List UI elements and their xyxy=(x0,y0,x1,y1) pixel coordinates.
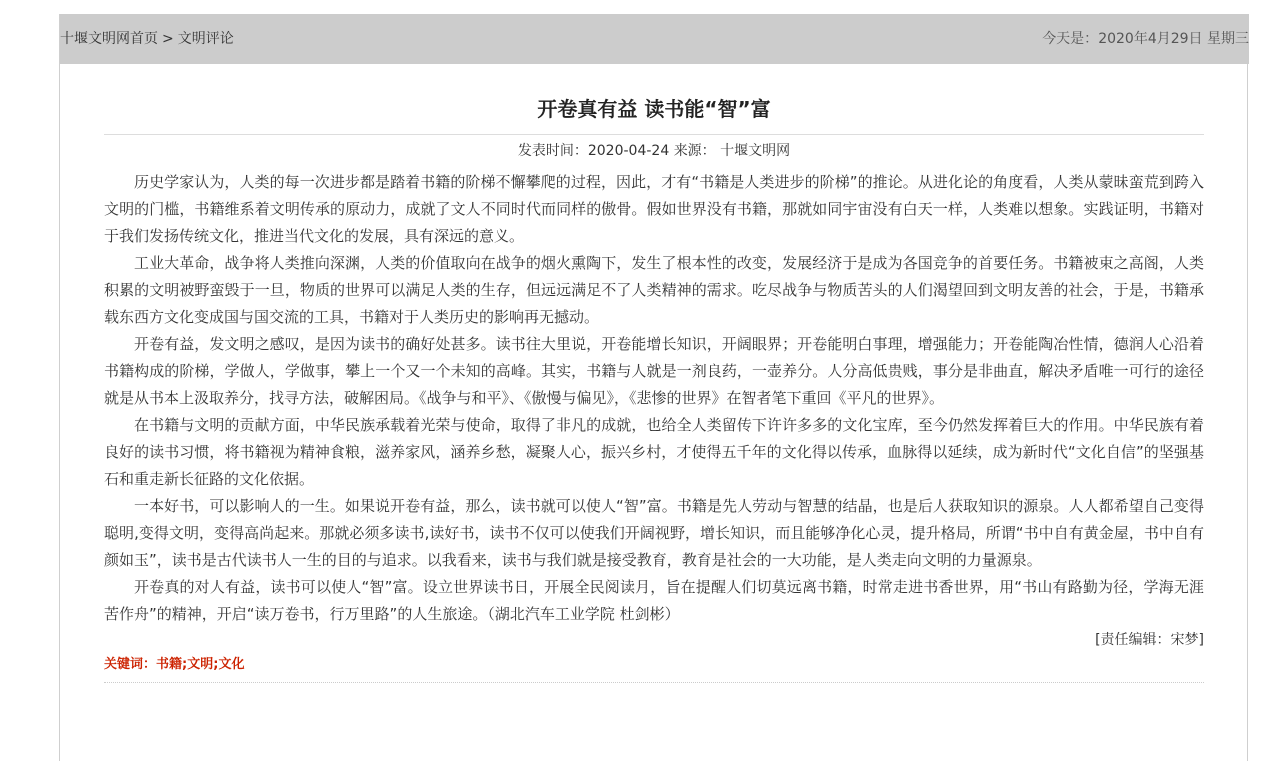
publish-date: 2020-04-24 xyxy=(587,143,670,159)
article-paragraph: 历史学家认为，人类的每一次进步都是踏着书籍的阶梯不懈攀爬的过程，因此，才有“书籍是人类进步的阶梯”的推论。从进化论的角度看，人类从蒙昧蛮荒到跨入文明的门槛，书籍维系着文明传承的原动力，成就了文人不同时代而同样的傲骨。假如世界没有书籍，那就如同宇宙没有白天一样，人类难以想象。实践证明，书籍对于我们发扬传统文化，推进当代文化的发展，具有深远的意义。 xyxy=(104,173,1204,245)
today-date xyxy=(1042,30,1249,48)
breadcrumb-section-link[interactable]: 文明评论 xyxy=(177,31,234,47)
top-bar xyxy=(60,14,1249,64)
responsible-editor: [责任编辑：宋梦] xyxy=(1095,632,1204,648)
keywords xyxy=(104,655,1204,683)
page-container xyxy=(59,14,1248,761)
article-paragraph: 一本好书，可以影响人的一生。如果说开卷有益，那么，读书就可以使人“智”富。书籍是先人劳动与智慧的结晶，也是后人获取知识的源泉。人人都希望自己变得聪明,变得文明，变得高尚起来。那就必须多读书,读好书，读书不仅可以使我们开阔视野，增长知识，而且能够净化心灵，提升格局，所谓“书中自有黄金屋，书中自有颜如玉”，读书是古代读书人一生的目的与追求。以我看来，读书与我们就是接受教育，教育是社会的一大功能，是人类走向文明的力量源泉。 xyxy=(104,497,1204,569)
keywords-label: 关键词： xyxy=(104,657,157,672)
publish-label: 发表时间： xyxy=(517,143,588,159)
article-meta xyxy=(104,142,1204,160)
keyword-link[interactable]: 文化 xyxy=(218,657,245,672)
source-label: 来源： xyxy=(673,143,716,159)
breadcrumb-home-link[interactable]: 十堰文明网首页 xyxy=(60,31,158,47)
today-value: 2020年4月29日 星期三 xyxy=(1098,31,1249,47)
keyword-link[interactable]: 书籍 xyxy=(156,657,183,672)
breadcrumb xyxy=(60,30,234,48)
today-prefix: 今天是： xyxy=(1042,31,1099,47)
article-paragraph: 开卷有益，发文明之感叹，是因为读书的确好处甚多。读书往大里说，开卷能增长知识，开阔眼界；开卷能明白事理，增强能力；开卷能陶冶性情，德润人心沿着书籍构成的阶梯，学做人，学做事，攀上一个又一个未知的高峰。其实，书籍与人就是一剂良药，一壶养分。人分高低贵贱，事分是非曲直，解决矛盾唯一可行的途径就是从书本上汲取养分，找寻方法，破解困局。《战争与和平》、《傲慢与偏见》，《悲惨的世界》在智者笔下重回《平凡的世界》。 xyxy=(104,335,1204,407)
breadcrumb-separator: > xyxy=(162,31,174,47)
article-title: 开卷真有益 读书能“智”富 xyxy=(104,64,1204,135)
article-paragraph: 在书籍与文明的贡献方面，中华民族承载着光荣与使命，取得了非凡的成就，也给全人类留传下许许多多的文化宝库，至今仍然发挥着巨大的作用。中华民族有着良好的读书习惯，将书籍视为精神食粮，滋养家风，涵养乡愁，凝聚人心，振兴乡村，才使得五千年的文化得以传承，血脉得以延续，成为新时代“文化自信”的坚强基石和重走新长征路的文化依据。 xyxy=(104,416,1204,488)
article-paragraph: 工业大革命，战争将人类推向深渊，人类的价值取向在战争的烟火熏陶下，发生了根本性的改变，发展经济于是成为各国竞争的首要任务。书籍被束之高阁，人类积累的文明被野蛮毁于一旦，物质的世界可以满足人类的生存，但远远满足不了人类精神的需求。吃尽战争与物质苦头的人们渴望回到文明友善的社会，于是，书籍承载东西方文化变成国与国交流的工具，书籍对于人类历史的影响再无撼动。 xyxy=(104,254,1204,326)
keyword-separator: ; xyxy=(213,657,219,672)
article-body xyxy=(104,169,1204,628)
source-name: 十堰文明网 xyxy=(720,143,791,159)
article-content xyxy=(104,64,1204,683)
keyword-separator: ; xyxy=(182,657,188,672)
keyword-link[interactable]: 文明 xyxy=(187,657,214,672)
article-paragraph: 开卷真的对人有益，读书可以使人“智”富。设立世界读书日，开展全民阅读月，旨在提醒人们切莫远离书籍，时常走进书香世界，用“书山有路勤为径，学海无涯苦作舟”的精神，开启“读万卷书，行万里路”的人生旅途。（湖北汽车工业学院 杜剑彬） xyxy=(104,578,1204,623)
